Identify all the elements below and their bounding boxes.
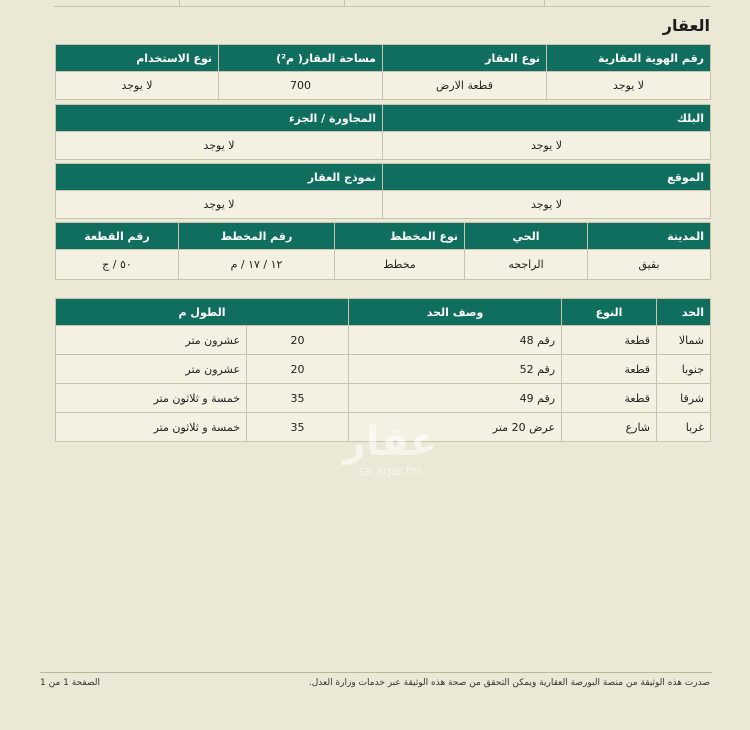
header-property-area: مساحة العقار( م²) [219,45,383,72]
header-plan-type: نوع المخطط [335,223,465,250]
header-length: الطول م [56,299,349,326]
value-property-area: 700 [219,72,383,100]
cell-length-text: خمسة و ثلاثون متر [56,384,247,413]
value-neighborhood-part: لا يوجد [56,132,383,160]
cell-length-text: خمسة و ثلاثون متر [56,413,247,442]
cell-type: شارع [562,413,657,442]
value-property-type: قطعة الارض [383,72,547,100]
table-row [56,413,711,442]
value-block: لا يوجد [383,132,711,160]
table-row [56,355,711,384]
cell-length-text: عشرون متر [56,326,247,355]
header-plot-number: رقم القطعة [56,223,179,250]
cell-length-text: عشرون متر [56,355,247,384]
property-info-table [55,44,711,100]
cell-desc: رقم 49 [349,384,562,413]
value-property-model: لا يوجد [56,191,383,219]
header-district: الحي [465,223,588,250]
location-table [55,163,711,219]
cell-side: شمالا [657,326,711,355]
cell-desc: رقم 52 [349,355,562,384]
header-block: البلك [383,105,711,132]
cell-desc: رقم 48 [349,326,562,355]
footer-note: صدرت هذه الوثيقة من منصة البورصة العقارية ويمكن التحقق من صحة هذه الوثيقة عبر خدمات وزارة العدل. [308,678,710,688]
cell-length: 20 [247,326,349,355]
header-side: الحد [657,299,711,326]
value-city: بقيق [588,250,711,280]
header-city: المدينة [588,223,711,250]
header-plan-number: رقم المخطط [179,223,335,250]
value-plan-number: ١٢ / ١٧ / م [179,250,335,280]
block-table [55,104,711,160]
value-district: الراجحه [465,250,588,280]
cell-side: شرقا [657,384,711,413]
cell-side: غربا [657,413,711,442]
page-number: الصفحة 1 من 1 [40,678,100,688]
header-usage-type: نوع الاستخدام [56,45,219,72]
cell-desc: عرض 20 متر [349,413,562,442]
value-location: لا يوجد [383,191,711,219]
table-row [56,384,711,413]
header-neighborhood-part: المجاورة / الجزء [56,105,383,132]
cell-type: قطعة [562,326,657,355]
table-row [56,326,711,355]
header-property-id: رقم الهوية العقارية [547,45,711,72]
previous-table-edge [54,0,710,7]
section-title: العقار [662,16,710,35]
value-usage-type: لا يوجد [56,72,219,100]
header-property-model: نموذج العقار [56,164,383,191]
value-plot-number: ٥٠ / ج [56,250,179,280]
cell-type: قطعة [562,355,657,384]
value-plan-type: مخطط [335,250,465,280]
header-property-type: نوع العقار [383,45,547,72]
cell-length: 35 [247,413,349,442]
header-boundary-type: النوع [562,299,657,326]
value-property-id: لا يوجد [547,72,711,100]
cell-length: 35 [247,384,349,413]
header-location: الموقع [383,164,711,191]
cell-side: جنوبا [657,355,711,384]
watermark-url: sa.aqar.fm [358,464,422,478]
cell-length: 20 [247,355,349,384]
cell-type: قطعة [562,384,657,413]
watermark-logo: عقار [342,419,438,465]
header-boundary-desc: وصف الحد [349,299,562,326]
boundaries-table [55,298,711,442]
plan-table [55,222,711,280]
footer-divider [40,672,712,673]
